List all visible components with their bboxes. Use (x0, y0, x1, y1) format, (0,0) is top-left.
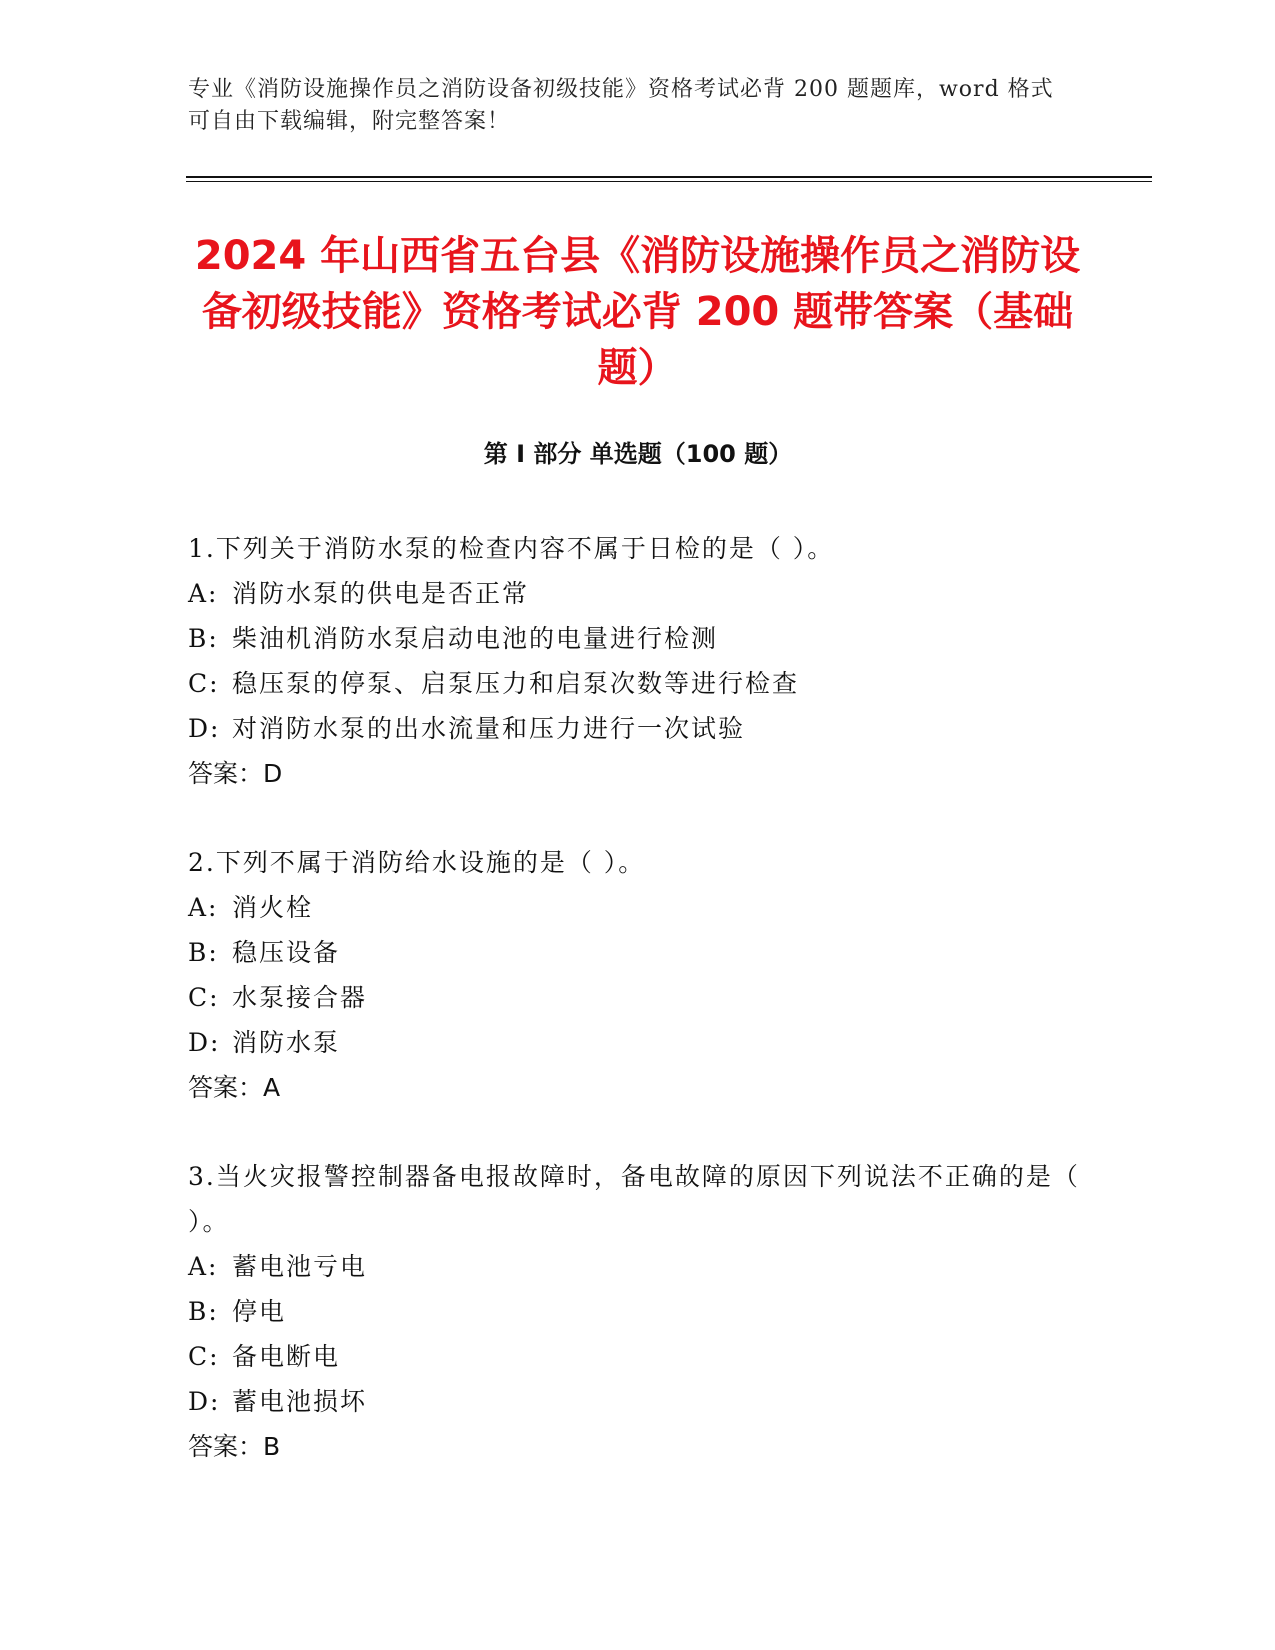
option-letter: A: (188, 1252, 219, 1281)
option-letter: C: (188, 669, 220, 698)
answer-line: 答案：B (188, 1432, 281, 1461)
option-b (188, 616, 1088, 661)
question-item (188, 526, 1088, 796)
option-b (188, 930, 1088, 975)
question-stem: 1.下列关于消防水泵的检查内容不属于日检的是（ ）。 (188, 534, 835, 563)
option-letter: B: (188, 624, 219, 653)
question-stem: 2.下列不属于消防给水设施的是（ ）。 (188, 848, 646, 877)
option-letter: C: (188, 983, 220, 1012)
option-text: 对消防水泵的出水流量和压力进行一次试验 (232, 714, 746, 743)
option-letter: B: (188, 1297, 219, 1326)
option-a (188, 1244, 1088, 1289)
option-text: 稳压设备 (232, 938, 341, 967)
option-letter: C: (188, 1342, 220, 1371)
question-item (188, 840, 1088, 1110)
option-letter: A: (188, 893, 219, 922)
option-d (188, 706, 1088, 751)
question-list (188, 526, 1088, 1513)
option-d (188, 1020, 1088, 1065)
header-note: 专业《消防设施操作员之消防设备初级技能》资格考试必背 200 题题库，word 格式可自由下载编辑，附完整答案！ (188, 77, 1054, 134)
option-c (188, 975, 1088, 1020)
option-letter: A: (188, 579, 219, 608)
option-letter: B: (188, 938, 219, 967)
answer-line: 答案：D (188, 759, 283, 788)
option-text: 蓄电池损坏 (232, 1387, 368, 1416)
option-text: 停电 (232, 1297, 287, 1326)
option-text: 水泵接合器 (232, 983, 368, 1012)
option-text: 稳压泵的停泵、启泵压力和启泵次数等进行检查 (232, 669, 800, 698)
option-letter: D: (188, 714, 221, 743)
option-text: 备电断电 (232, 1342, 341, 1371)
section-title: 第 I 部分 单选题（100 题） (483, 440, 793, 468)
question-stem: 3.当火灾报警控制器备电报故障时，备电故障的原因下列说法不正确的是（ ）。 (188, 1162, 1080, 1236)
question-item (188, 1154, 1088, 1469)
option-b (188, 1289, 1088, 1334)
option-text: 蓄电池亏电 (232, 1252, 368, 1281)
option-text: 消火栓 (232, 893, 314, 922)
option-d (188, 1379, 1088, 1424)
option-a (188, 571, 1088, 616)
document-title: 2024 年山西省五台县《消防设施操作员之消防设备初级技能》资格考试必背 200 题带答案（基础题） (194, 233, 1081, 391)
option-text: 消防水泵的供电是否正常 (232, 579, 530, 608)
option-text: 柴油机消防水泵启动电池的电量进行检测 (232, 624, 719, 653)
answer-line: 答案：A (188, 1073, 281, 1102)
option-c (188, 1334, 1088, 1379)
option-letter: D: (188, 1387, 221, 1416)
option-c (188, 661, 1088, 706)
option-a (188, 885, 1088, 930)
option-letter: D: (188, 1028, 221, 1057)
option-text: 消防水泵 (232, 1028, 341, 1057)
header-divider-thick (186, 176, 1152, 178)
header-divider-thin (186, 181, 1152, 182)
